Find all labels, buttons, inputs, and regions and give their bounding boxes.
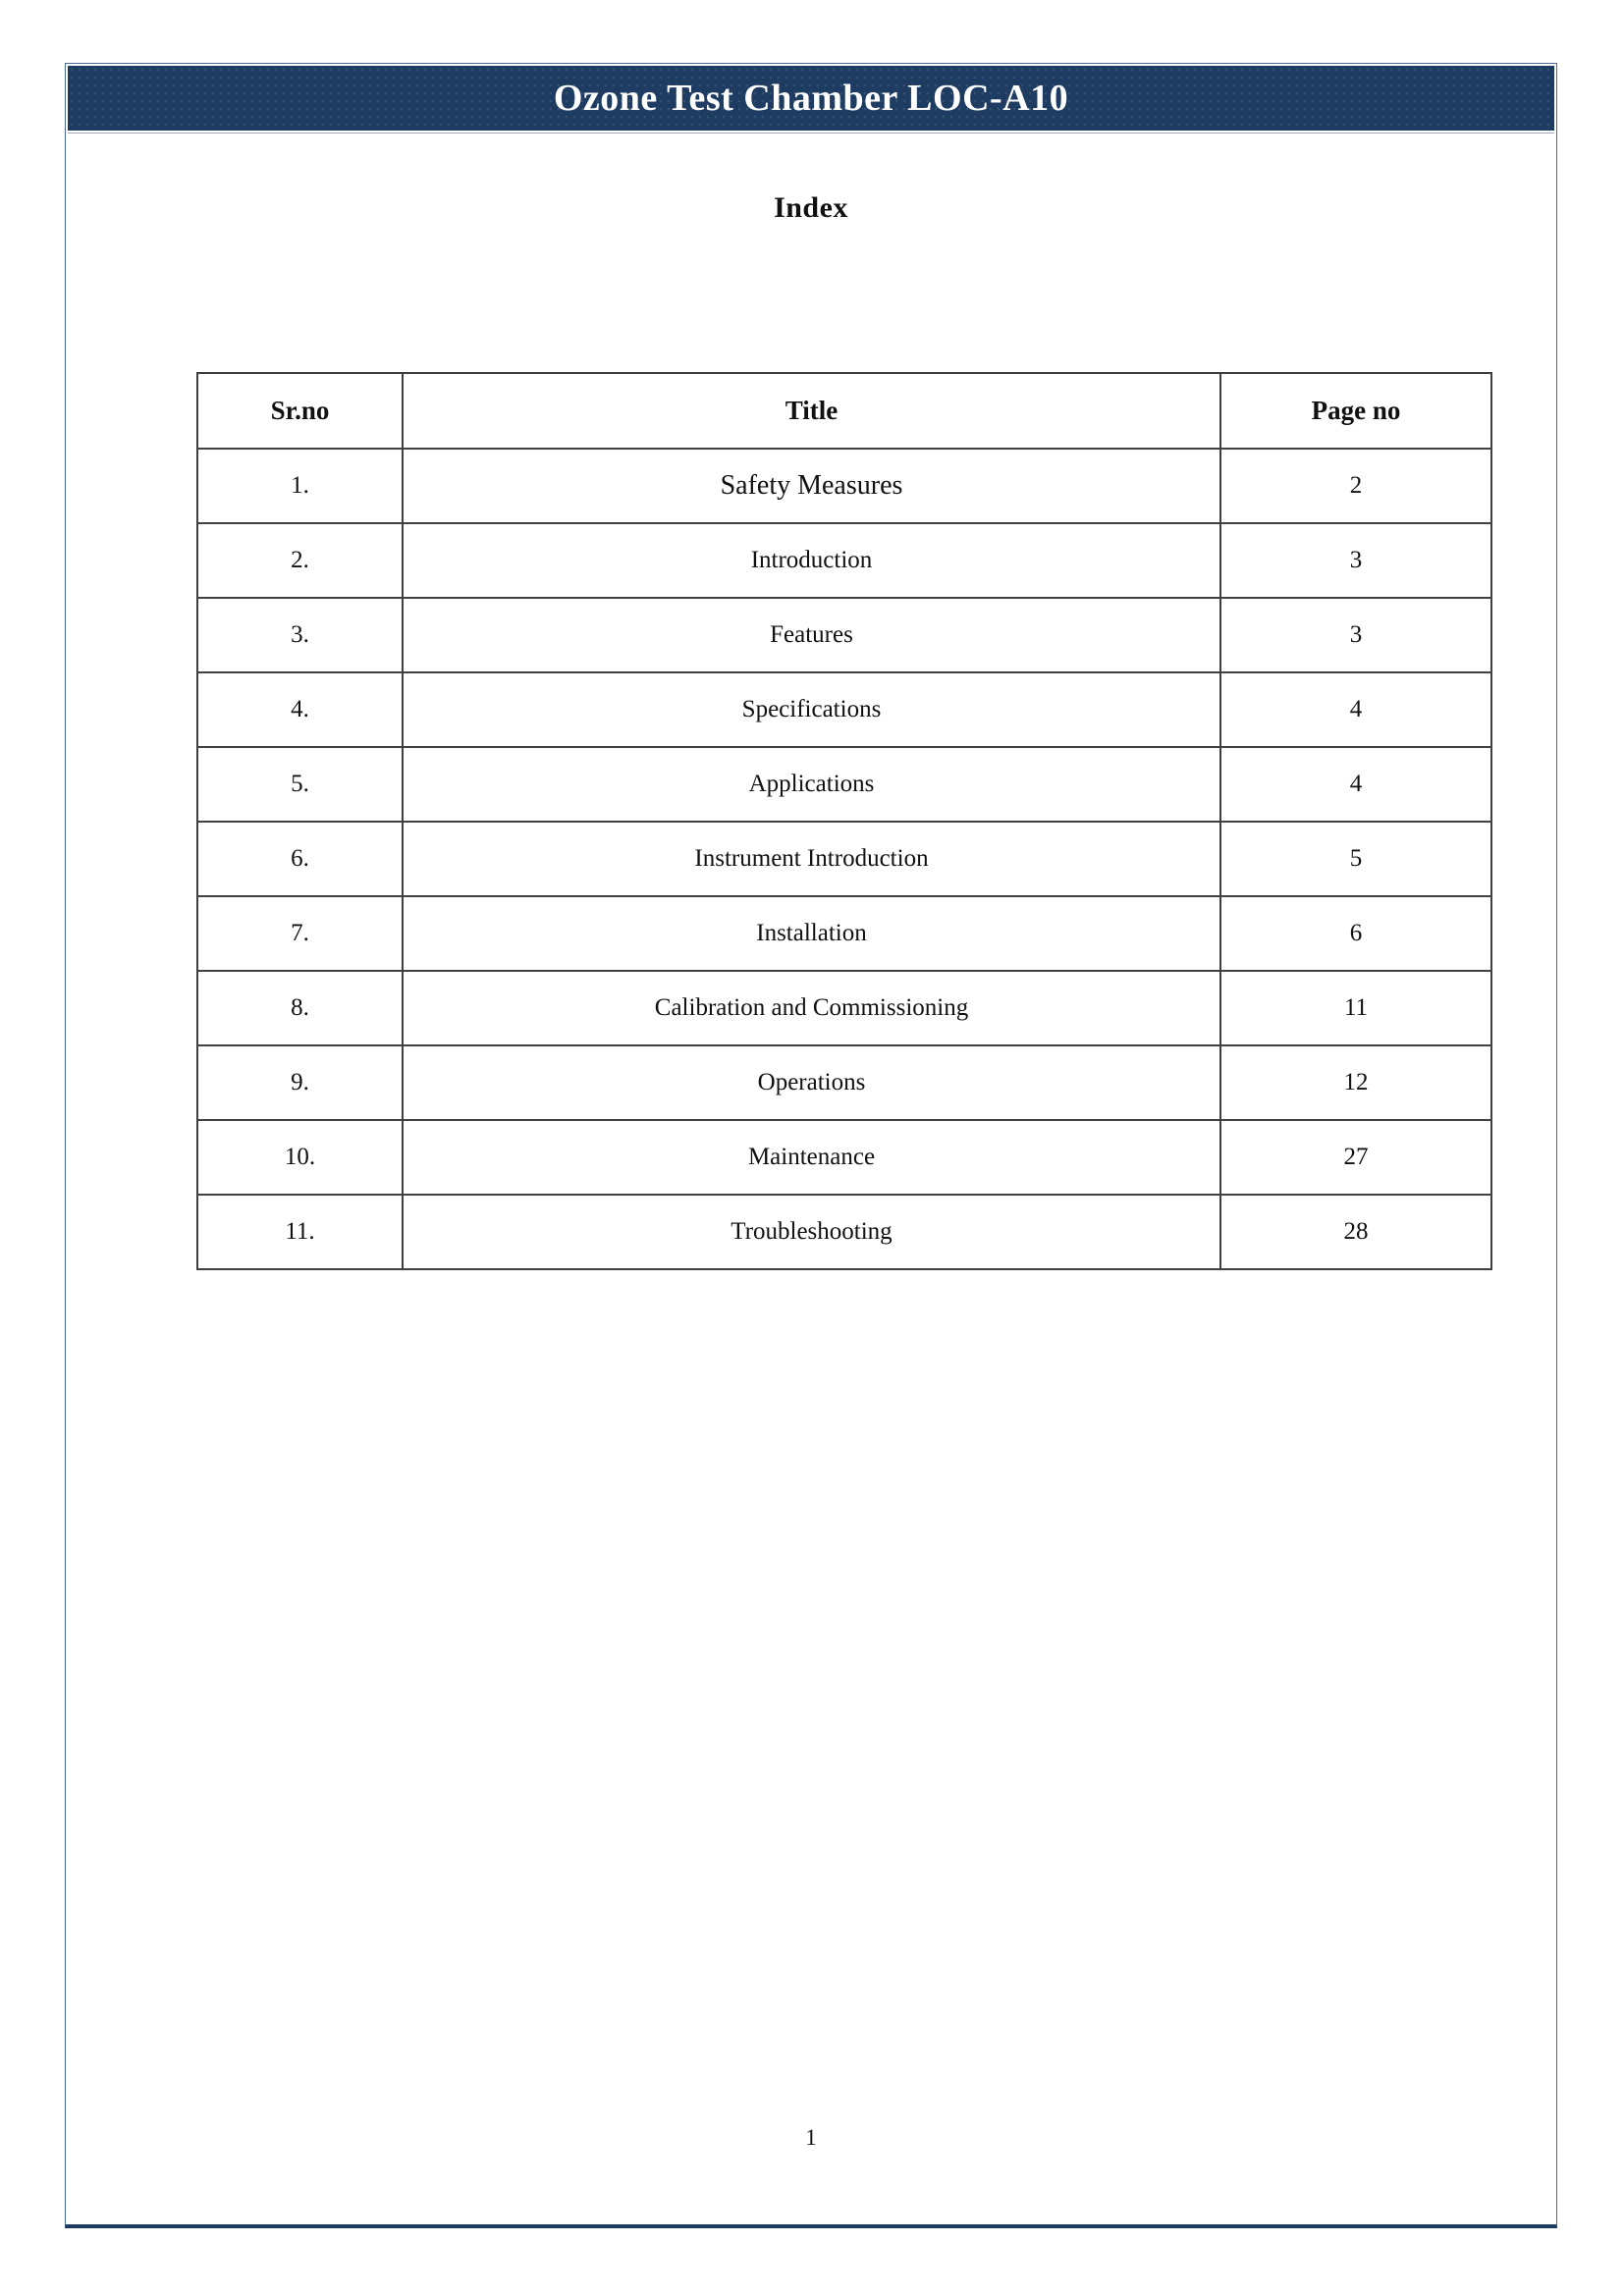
toc-header-srno: Sr.no <box>197 373 403 449</box>
toc-cell-title: Calibration and Commissioning <box>403 971 1220 1045</box>
toc-cell-title: Safety Measures <box>403 449 1220 523</box>
document-header-bar <box>68 66 1554 131</box>
toc-cell-pageno: 2 <box>1220 449 1491 523</box>
toc-header-title: Title <box>403 373 1220 449</box>
table-row <box>197 672 1491 747</box>
toc-cell-title: Specifications <box>403 672 1220 747</box>
toc-cell-srno: 11. <box>197 1195 403 1269</box>
table-row <box>197 523 1491 598</box>
toc-cell-title: Operations <box>403 1045 1220 1120</box>
toc-cell-title: Maintenance <box>403 1120 1220 1195</box>
toc-cell-srno: 10. <box>197 1120 403 1195</box>
toc-cell-pageno: 27 <box>1220 1120 1491 1195</box>
toc-cell-pageno: 3 <box>1220 523 1491 598</box>
toc-cell-srno: 9. <box>197 1045 403 1120</box>
toc-cell-srno: 5. <box>197 747 403 822</box>
table-row <box>197 1045 1491 1120</box>
toc-cell-title: Instrument Introduction <box>403 822 1220 896</box>
toc-cell-pageno: 5 <box>1220 822 1491 896</box>
table-row <box>197 896 1491 971</box>
document-title: Ozone Test Chamber LOC-A10 <box>553 78 1069 119</box>
toc-cell-pageno: 4 <box>1220 747 1491 822</box>
table-row <box>197 1195 1491 1269</box>
toc-cell-srno: 6. <box>197 822 403 896</box>
toc-cell-srno: 8. <box>197 971 403 1045</box>
toc-table <box>196 372 1492 1270</box>
page-number: 1 <box>805 2125 817 2150</box>
table-row <box>197 747 1491 822</box>
toc-cell-title: Troubleshooting <box>403 1195 1220 1269</box>
toc-cell-title: Applications <box>403 747 1220 822</box>
table-row <box>197 1120 1491 1195</box>
table-row <box>197 449 1491 523</box>
index-heading: Index <box>774 191 848 224</box>
toc-header-pageno: Page no <box>1220 373 1491 449</box>
table-row <box>197 598 1491 672</box>
toc-cell-pageno: 11 <box>1220 971 1491 1045</box>
toc-cell-pageno: 6 <box>1220 896 1491 971</box>
toc-cell-srno: 7. <box>197 896 403 971</box>
toc-table-body <box>197 449 1491 1269</box>
table-row <box>197 971 1491 1045</box>
toc-cell-pageno: 28 <box>1220 1195 1491 1269</box>
toc-cell-pageno: 4 <box>1220 672 1491 747</box>
table-row <box>197 822 1491 896</box>
document-page <box>65 63 1557 2228</box>
toc-cell-title: Features <box>403 598 1220 672</box>
toc-header-row <box>197 373 1491 449</box>
toc-cell-pageno: 3 <box>1220 598 1491 672</box>
toc-cell-srno: 4. <box>197 672 403 747</box>
toc-cell-title: Installation <box>403 896 1220 971</box>
toc-cell-srno: 1. <box>197 449 403 523</box>
toc-cell-srno: 2. <box>197 523 403 598</box>
toc-cell-srno: 3. <box>197 598 403 672</box>
toc-cell-pageno: 12 <box>1220 1045 1491 1120</box>
toc-cell-title: Introduction <box>403 523 1220 598</box>
